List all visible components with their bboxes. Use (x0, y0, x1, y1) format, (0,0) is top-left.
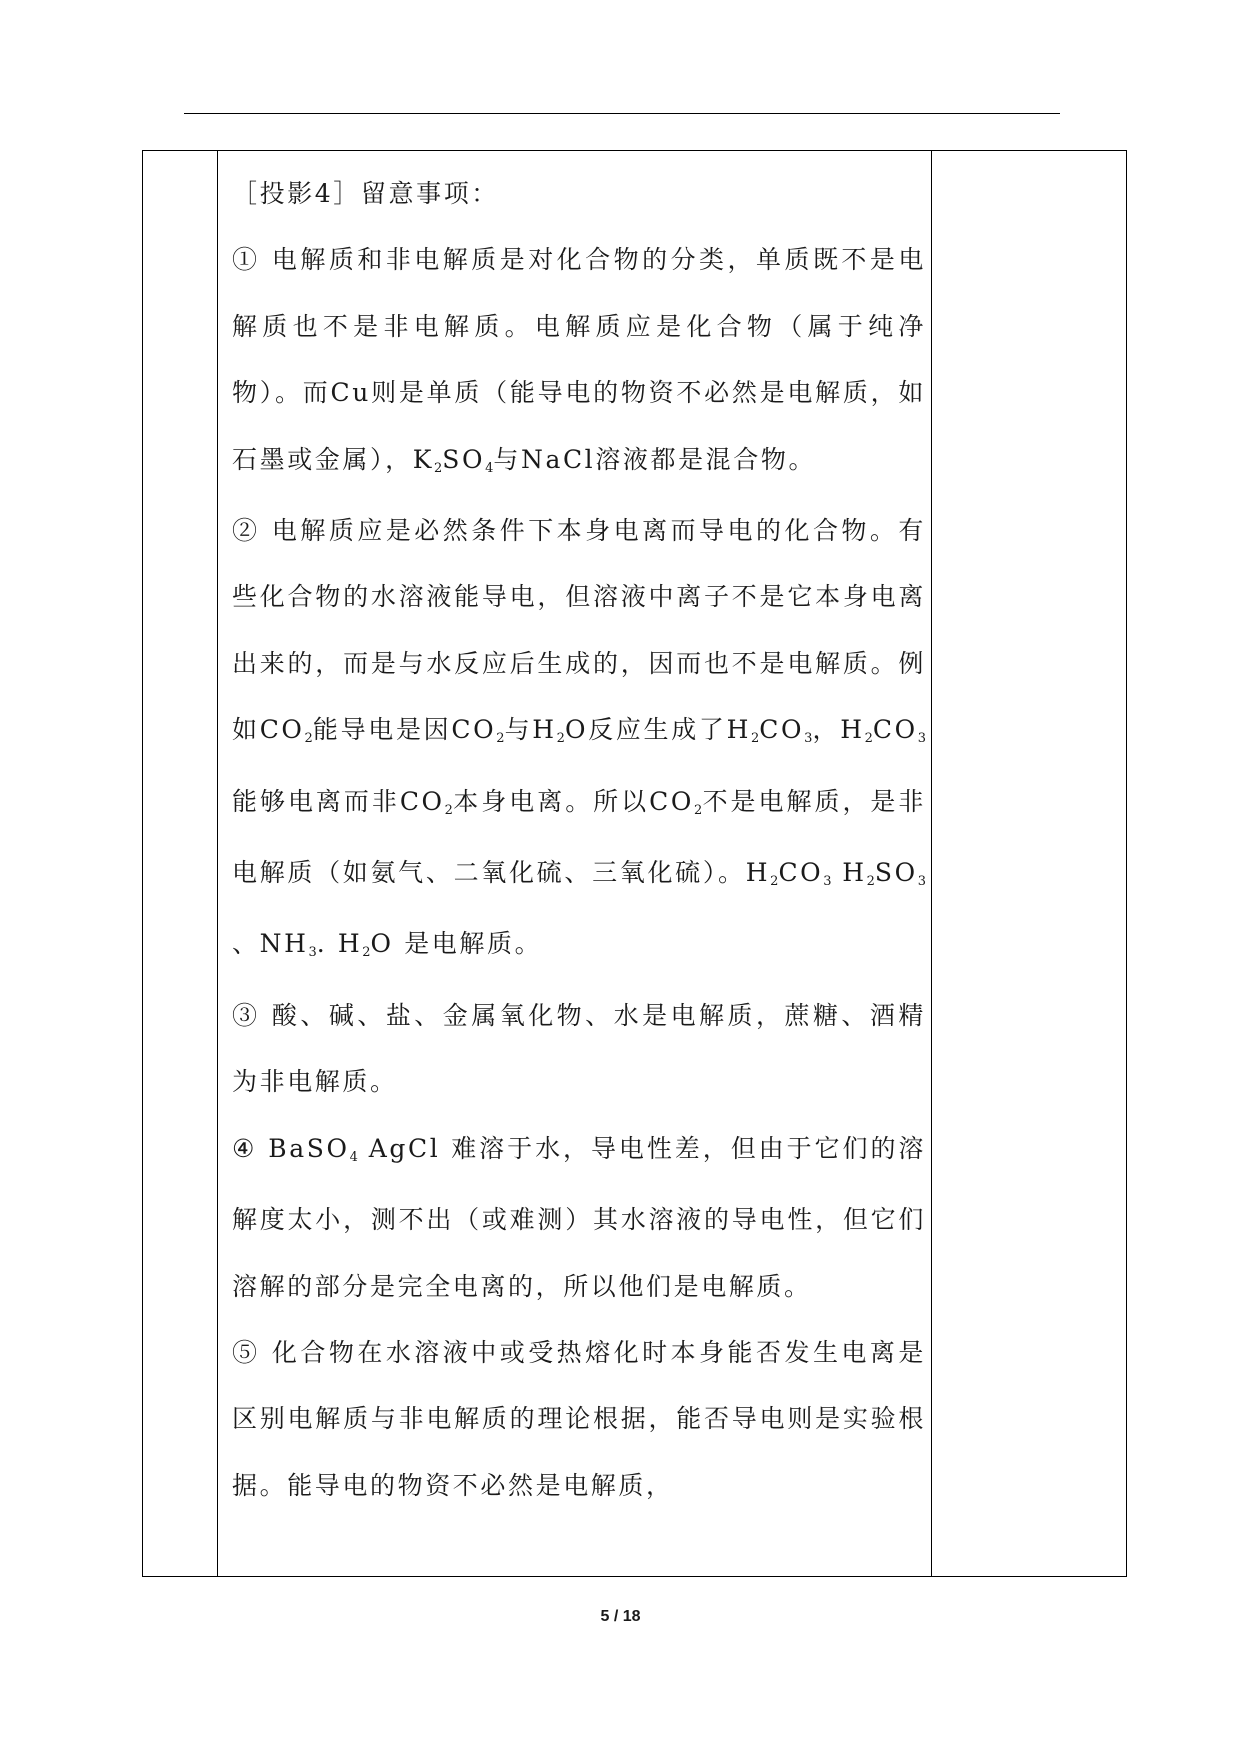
subscript: 2 (304, 731, 313, 747)
text-segment: 、NH (232, 929, 309, 959)
text-segment: BaSO (257, 1133, 350, 1163)
subscript: 2 (770, 874, 779, 890)
subscript: 2 (866, 874, 875, 890)
item-marker: ① (232, 245, 261, 275)
note-item-3 (232, 983, 926, 1116)
left-column-cell (143, 151, 218, 1577)
text-segment: CO (872, 715, 918, 745)
note-item-2 (232, 498, 926, 983)
right-column-cell (932, 151, 1127, 1577)
note-item-4 (232, 1116, 926, 1320)
subscript: 4 (485, 460, 494, 476)
text-segment: 与NaCl溶液都是混合物。 (493, 444, 817, 474)
text-segment: CO (778, 858, 824, 888)
subscript: 2 (362, 945, 371, 961)
subscript: 3 (823, 874, 832, 890)
text-segment: 能够电离而非CO (232, 786, 445, 816)
text-segment: O反应生成了H (564, 715, 752, 745)
text-segment: 电解质应是必然条件下本身电离而导电的化合物。有些化合物的水溶液能导电，但溶液中离子不是它本身电离出来的，而是与水反应后生成的，因而也不是电解质。例如CO (232, 516, 926, 745)
text-segment: SO (442, 444, 486, 474)
subscript: 3 (804, 731, 813, 747)
item-marker: ② (232, 516, 261, 546)
subscript: 2 (864, 731, 873, 747)
text-segment: 与H (504, 715, 557, 745)
item-marker: ⑤ (232, 1337, 261, 1367)
subscript: 3 (917, 874, 926, 890)
item-marker: ④ (232, 1133, 258, 1163)
text-segment: 电解质和非电解质是对化合物的分类，单质既不是电解质也不是非电解质。电解质应是化合物（属于纯净物）。而Cu则是单质（能导电的物资不必然是电解质，如石墨或金属），K (232, 245, 926, 474)
content-table (142, 150, 1127, 1577)
subscript: 2 (693, 802, 703, 818)
text-segment: CO (759, 715, 805, 745)
text-segment: H (831, 858, 867, 888)
header-rule (184, 113, 1060, 114)
subscript: 2 (496, 731, 505, 747)
text-segment: 不是电解质，是非电解质（如氨气、二氧化硫、三氧化硫）。H (232, 786, 926, 888)
text-segment: 酸、碱、盐、金属氧化物、水是电解质，蔗糖、酒精为非电解质。 (232, 1000, 926, 1097)
notes-cell (218, 151, 932, 1577)
text-segment: . H (316, 929, 363, 959)
text-segment: 能导电是因CO (312, 715, 497, 745)
text-segment: 本身电离。所以CO (452, 786, 694, 816)
subscript: 2 (433, 460, 443, 476)
text-segment: AgCl 难溶于水，导电性差，但由于它们的溶解度太小，测不出（或难测）其水溶液的导电性，但它们溶解的部分是完全电离的，所以他们是电解质。 (232, 1133, 926, 1301)
note-item-1 (232, 227, 926, 498)
subscript: 2 (444, 802, 453, 818)
text-segment: ，H (812, 715, 865, 745)
subscript: 3 (308, 945, 317, 961)
projection-title: ［投影4］留意事项： (232, 179, 499, 208)
page-number: 5 / 18 (600, 1608, 641, 1625)
subscript: 2 (556, 731, 565, 747)
subscript: 3 (917, 731, 926, 747)
text-segment: 化合物在水溶液中或受热熔化时本身能否发生电离是区别电解质与非电解质的理论根据，能否导电则是实验根据。能导电的物资不必然是电解质， (232, 1337, 926, 1500)
text-segment: O 是电解质。 (370, 929, 543, 959)
subscript: 4 (349, 1149, 358, 1165)
subscript: 2 (751, 731, 760, 747)
item-marker: ③ (232, 1000, 261, 1030)
text-segment: SO (874, 858, 918, 888)
note-item-5 (232, 1320, 926, 1519)
